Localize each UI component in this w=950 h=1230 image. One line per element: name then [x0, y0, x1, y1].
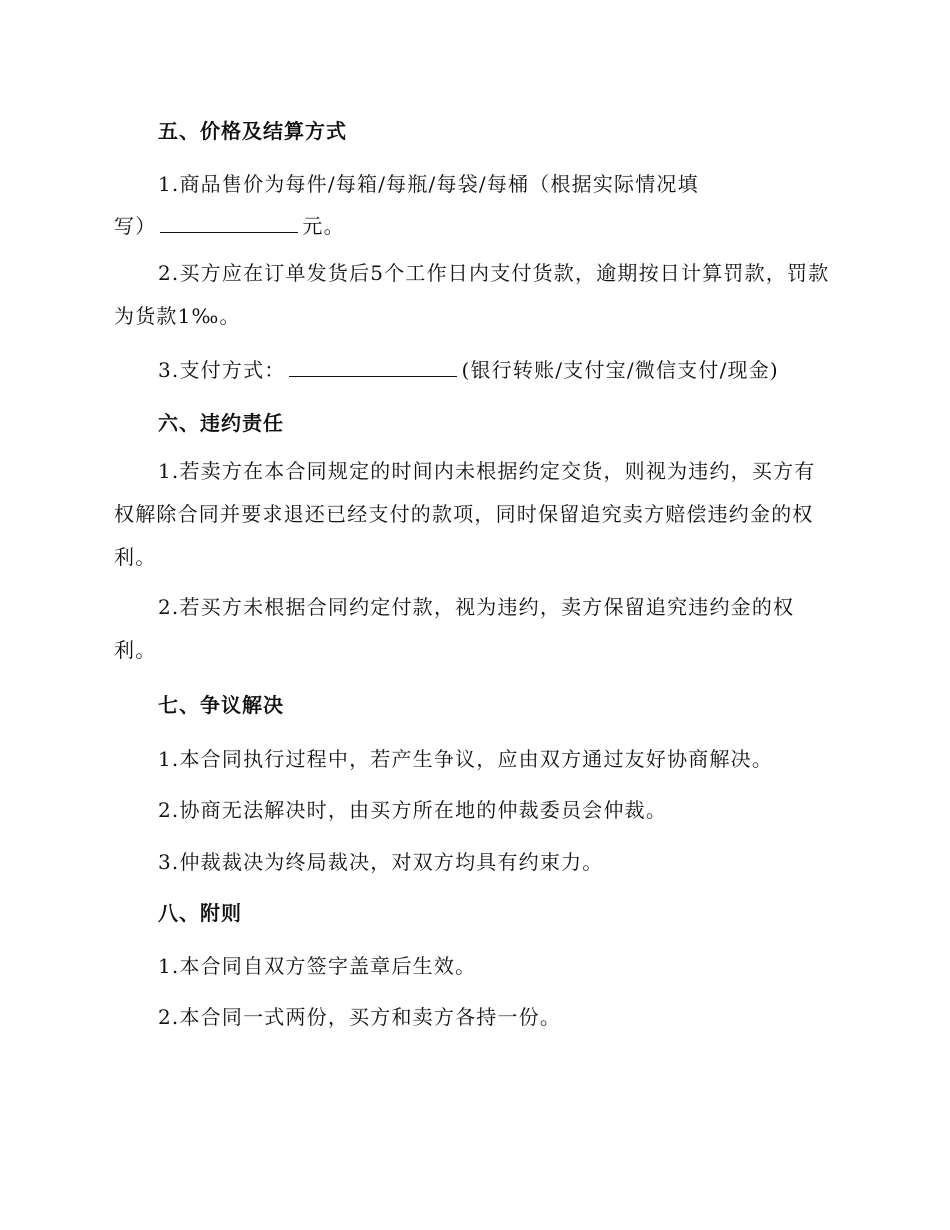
clause-5-2: 2.买方应在订单发货后5个工作日内支付货款，逾期按日计算罚款，罚款为货款1‰。 — [114, 261, 830, 328]
section-heading-price: 五、价格及结算方式 — [158, 119, 347, 143]
clause-5-1-line-2 — [114, 210, 345, 239]
clause-7-1: 1.本合同执行过程中，若产生争议，应由双方通过友好协商解决。 — [158, 747, 774, 771]
section-heading-dispute: 七、争议解决 — [158, 693, 284, 717]
clause-8-2: 2.本合同一式两份，买方和卖方各持一份。 — [158, 1005, 562, 1029]
clause-7-2: 2.协商无法解决时，由买方所在地的仲裁委员会仲裁。 — [158, 798, 668, 822]
section-heading-breach: 六、违约责任 — [158, 411, 284, 435]
clause-5-3-options: (银行转账/支付宝/微信支付/现金) — [461, 358, 779, 382]
price-blank-field[interactable] — [160, 214, 298, 233]
clause-5-1-prefix: 写） — [114, 214, 157, 238]
clause-7-3: 3.仲裁裁决为终局裁决，对双方均具有约束力。 — [158, 850, 604, 874]
clause-5-3-label: 3.支付方式： — [158, 358, 286, 382]
clause-5-1-suffix: 元。 — [302, 214, 345, 238]
section-heading-appendix: 八、附则 — [158, 901, 242, 925]
clause-8-1: 1.本合同自双方签字盖章后生效。 — [158, 954, 477, 978]
clause-5-3 — [158, 354, 779, 383]
clause-6-1: 1.若卖方在本合同规定的时间内未根据约定交货，则视为违约，买方有权解除合同并要求退还已经支付的款项，同时保留追究卖方赔偿违约金的权利。 — [114, 459, 816, 569]
payment-method-blank-field[interactable] — [289, 358, 457, 377]
clause-5-1-line-1: 1.商品售价为每件/每箱/每瓶/每袋/每桶（根据实际情况填 — [158, 172, 699, 196]
clause-6-2: 2.若买方未根据合同约定付款，视为违约，卖方保留追究违约金的权利。 — [114, 595, 795, 662]
